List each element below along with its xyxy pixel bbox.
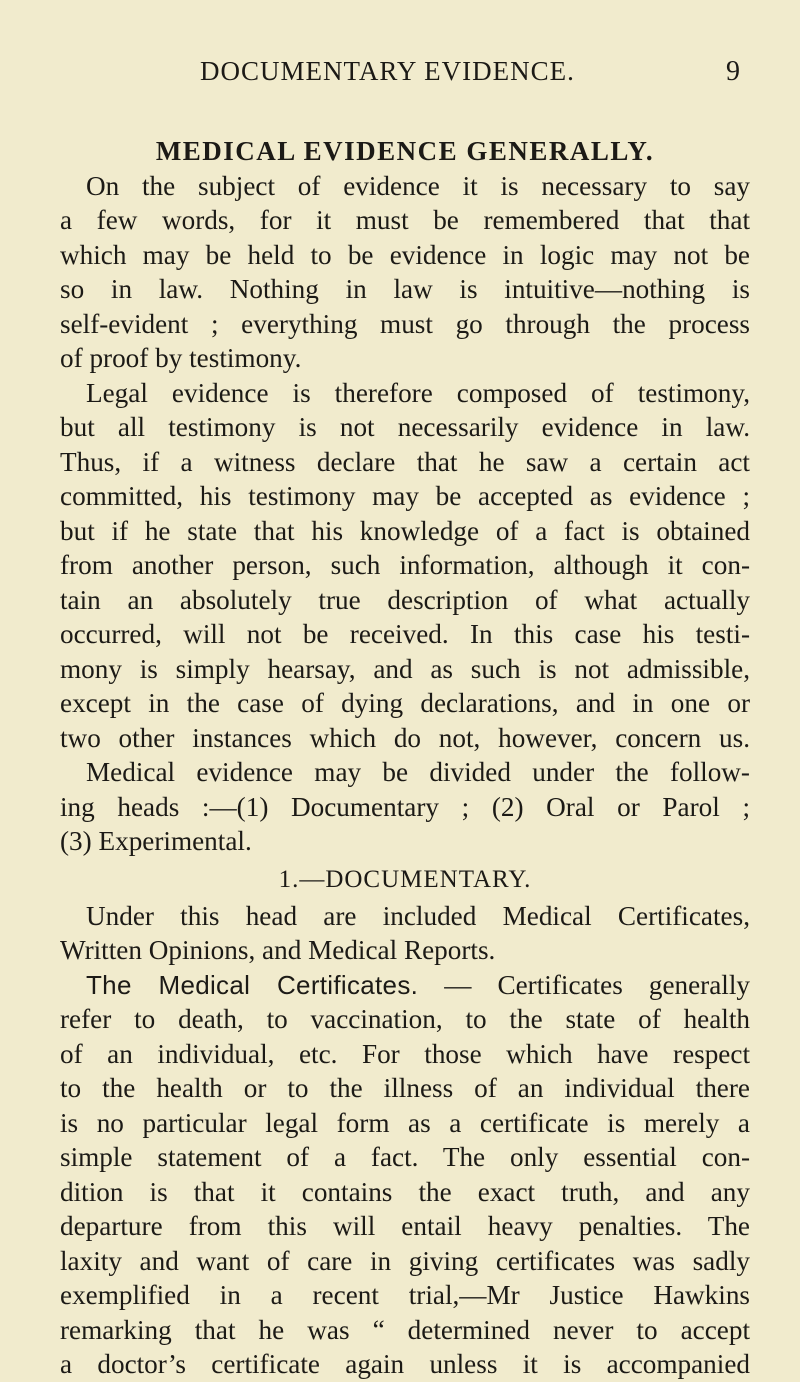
text-line: committed, his testimony may be accepted as evidence ; — [60, 481, 750, 511]
text-line: Legal evidence is therefore composed of testimony, — [86, 377, 750, 408]
section-heading: MEDICAL EVIDENCE GENERALLY. — [155, 136, 655, 166]
text-line — [60, 968, 750, 1003]
text-line: Written Opinions, and Medical Reports. — [60, 935, 496, 965]
text-line: a doctor’s certificate again unless it is accompanied — [60, 1349, 750, 1379]
text-line: but all testimony is not necessarily evidence in law. — [60, 412, 750, 442]
text-line: simple statement of a fact. The only essential con- — [60, 1142, 750, 1172]
text-line: laxity and want of care in giving certificates was sadly — [60, 1245, 750, 1276]
text-line: to the health or to the illness of an individual there — [60, 1073, 750, 1103]
running-head — [60, 56, 740, 90]
text-line: so in law. Nothing in law is intuitive—nothing is — [60, 274, 750, 304]
text-line: a few words, for it must be remembered that that — [60, 205, 750, 235]
text-line: is no particular legal form as a certificate is merely a — [60, 1107, 750, 1138]
text-line: exemplified in a recent trial,—Mr Justice Hawkins — [60, 1280, 750, 1310]
text-line: two other instances which do not, however, concern us. — [60, 722, 750, 753]
text-line: self-evident ; everything must go through the process — [60, 308, 750, 339]
text-line: remarking that he was “ determined never to accept — [60, 1314, 750, 1345]
text-line: (3) Experimental. — [60, 826, 252, 856]
text-line: of proof by testimony. — [60, 343, 302, 373]
run-in-text: — Certificates generally — [418, 969, 750, 1000]
subsection-heading: 1.—DOCUMENTARY. — [278, 865, 532, 893]
text-line: mony is simply hearsay, and as such is not admissible, — [60, 653, 750, 684]
text-line: from another person, such information, although it con- — [60, 550, 750, 580]
text-line: Medical evidence may be divided under the follow- — [86, 757, 750, 787]
text-line: Thus, if a witness declare that he saw a certain act — [60, 446, 750, 477]
text-line: of an individual, etc. For those which have respect — [60, 1038, 750, 1069]
text-line: Under this head are included Medical Certificates, — [86, 900, 750, 931]
text-line: departure from this will entail heavy penalties. The — [60, 1211, 750, 1241]
text-line: which may be held to be evidence in logic may not be — [60, 239, 750, 270]
running-title: DOCUMENTARY EVIDENCE. — [200, 56, 575, 86]
body-text — [60, 134, 750, 1382]
text-line: dition is that it contains the exact truth, and any — [60, 1176, 750, 1207]
run-in-heading: The Medical Certificates. — [86, 969, 419, 1000]
text-line: except in the case of dying declarations, and in one or — [60, 688, 750, 718]
text-line: tain an absolutely true description of what actually — [60, 584, 750, 615]
text-line: occurred, will not be received. In this case his testi- — [60, 619, 750, 649]
text-line: but if he state that his knowledge of a fact is obtained — [60, 515, 750, 546]
text-line: refer to death, to vaccination, to the state of health — [60, 1004, 750, 1034]
page-number: 9 — [726, 56, 740, 87]
text-line: ing heads :—(1) Documentary ; (2) Oral or Parol ; — [60, 791, 750, 822]
text-line: On the subject of evidence it is necessary to say — [86, 170, 750, 201]
